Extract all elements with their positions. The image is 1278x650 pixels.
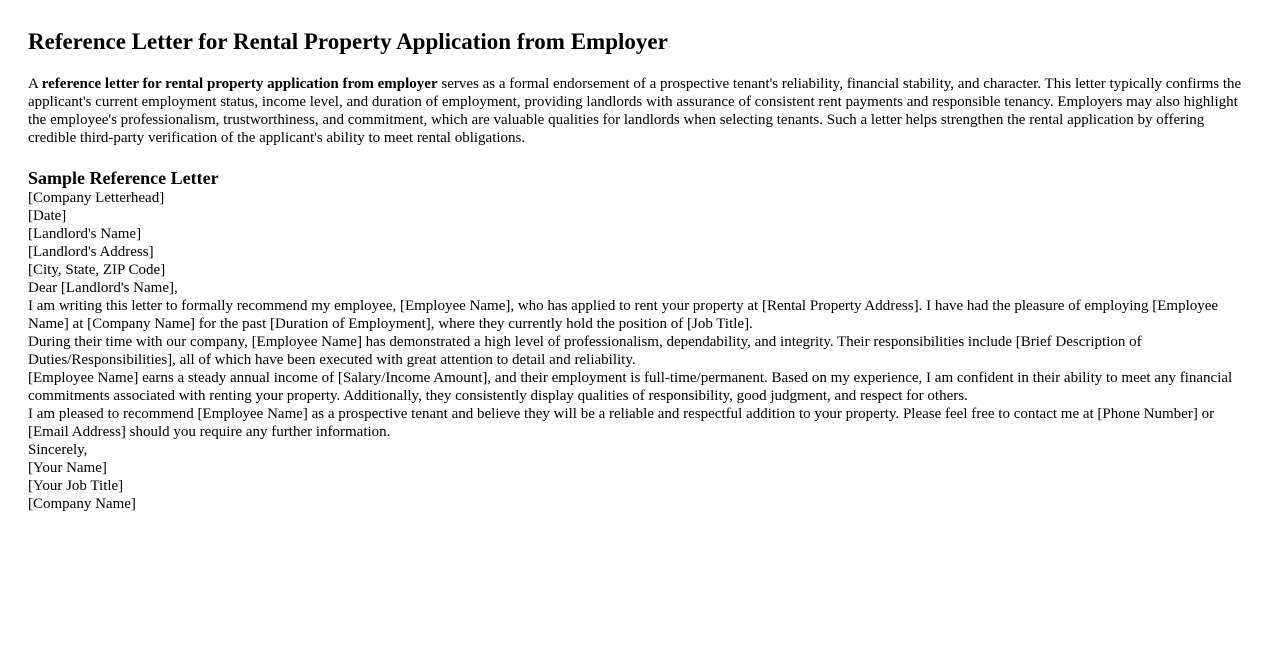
recipient-block	[28, 225, 1250, 279]
closing-your-name: [Your Name]	[28, 460, 107, 476]
recipient-city: [City, State, ZIP Code]	[28, 262, 166, 278]
recipient-address: [Landlord's Address]	[28, 244, 154, 260]
intro-bold-term: reference letter for rental property application from employer	[41, 76, 438, 92]
body-paragraph: [Employee Name] earns a steady annual income of [Salary/Income Amount], and their employment is full-time/permanent. Based on my experience, I am confident in their ability to meet any financial commitments associated with renting your property. Additionally, they consistently display qualities of responsibility, good judgment, and respect for others.	[28, 370, 1233, 404]
closing-job-title: [Your Job Title]	[28, 478, 124, 494]
intro-text: serves as a formal endorsement of a prospective tenant's reliability, financial stability, and character. This letter typically confirms the applicant's current employment status, income level, and duration of employment, providing landlords with assurance of consistent rent payments and responsible tenancy. Employers may also highlight the employee's professionalism, trustworthiness, and commitment, which are valuable qualities for landlords when selecting tenants. Such a letter helps strengthen the rental application by offering credible third-party verification of the applicant's ability to meet rental obligations.	[28, 76, 1242, 146]
body-paragraph: I am writing this letter to formally recommend my employee, [Employee Name], who has applied to rent your property at [Rental Property Address]. I have had the pleasure of employing [Employee Name] at [Company Name] for the past [Duration of Employment], where they currently hold the position of [Job Title].	[28, 298, 1219, 332]
intro-paragraph	[28, 75, 1250, 147]
intro-prefix: A	[28, 76, 42, 92]
sample-heading: Sample Reference Letter	[28, 168, 219, 188]
page-title: Reference Letter for Rental Property Application from Employer	[28, 29, 668, 54]
body-paragraph: I am pleased to recommend [Employee Name] as a prospective tenant and believe they will be a reliable and respectful addition to your property. Please feel free to contact me at [Phone Number] or [Email Address] should you require any further information.	[28, 406, 1215, 440]
closing-block	[28, 441, 1250, 513]
closing-company-name: [Company Name]	[28, 496, 136, 512]
salutation: Dear [Landlord's Name],	[28, 280, 178, 296]
recipient-name: [Landlord's Name]	[28, 226, 142, 242]
letterhead: [Company Letterhead]	[28, 190, 165, 206]
closing-sincerely: Sincerely,	[28, 442, 88, 458]
body-paragraph: During their time with our company, [Employee Name] has demonstrated a high level of professionalism, dependability, and integrity. Their responsibilities include [Brief Description of Duties/Responsibilities], all of which have been executed with great attention to detail and reliability.	[28, 334, 1142, 368]
letter-date: [Date]	[28, 208, 67, 224]
